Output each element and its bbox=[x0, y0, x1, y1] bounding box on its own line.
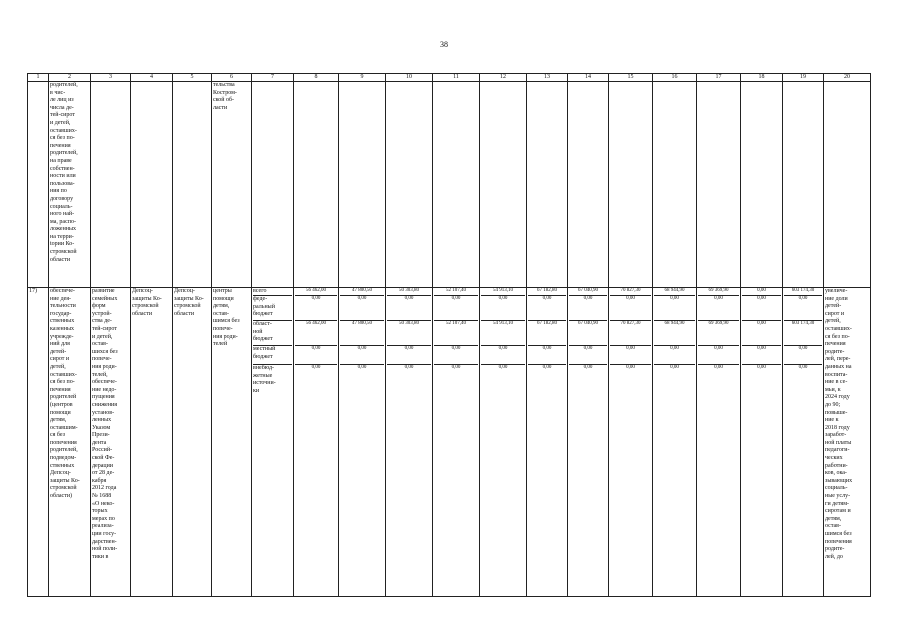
amount-column-cell bbox=[653, 288, 697, 597]
amount-value: 69 369,90 bbox=[698, 321, 739, 346]
amount-column-cell bbox=[433, 288, 480, 597]
amount-value: 0,00 bbox=[784, 296, 822, 321]
amount-value: 0,00 bbox=[295, 346, 337, 365]
amount-value: 603 174,30 bbox=[784, 321, 822, 346]
amount-value: 603 174,30 bbox=[784, 288, 822, 296]
column-number-header: 1 bbox=[28, 74, 49, 82]
amount-value: 0,00 bbox=[404, 365, 414, 370]
amount-value: 0,00 bbox=[434, 346, 478, 365]
amount-value: 54 913,10 bbox=[481, 288, 525, 296]
column-number-header: 4 bbox=[131, 74, 173, 82]
amount-value: 0,00 bbox=[542, 365, 552, 370]
amount-value: 0,00 bbox=[714, 365, 723, 370]
column-number-header: 14 bbox=[568, 74, 609, 82]
amount-value: 0,00 bbox=[528, 346, 566, 365]
cell bbox=[609, 82, 653, 288]
amount-value: 0,00 bbox=[742, 321, 781, 346]
column-number-header: 7 bbox=[252, 74, 294, 82]
column-number-header: 12 bbox=[480, 74, 527, 82]
amount-value: 0,00 bbox=[698, 346, 739, 365]
amount-value: 0,00 bbox=[569, 296, 607, 321]
funding-source-regional: област- ной бюджет bbox=[253, 321, 292, 346]
amount-column-cell bbox=[783, 288, 824, 597]
amount-value: 67 040,90 bbox=[569, 321, 607, 346]
cell bbox=[131, 82, 173, 288]
cell bbox=[339, 82, 386, 288]
amount-value: 0,00 bbox=[528, 296, 566, 321]
amount-value: 56 462,00 bbox=[295, 321, 337, 346]
amount-value: 50 303,80 bbox=[387, 288, 431, 296]
amount-value: 0,00 bbox=[357, 365, 367, 370]
cell bbox=[480, 82, 527, 288]
amount-value: 0,00 bbox=[757, 365, 766, 370]
column-number-header: 20 bbox=[824, 74, 871, 82]
cell bbox=[783, 82, 824, 288]
cell bbox=[91, 82, 131, 288]
amount-value: 0,00 bbox=[387, 346, 431, 365]
amount-value: 0,00 bbox=[610, 346, 651, 365]
amount-value: 70 827,30 bbox=[610, 321, 651, 346]
column-number-header: 13 bbox=[527, 74, 568, 82]
amount-value: 0,00 bbox=[626, 365, 635, 370]
amount-value: 0,00 bbox=[742, 296, 781, 321]
cell bbox=[433, 82, 480, 288]
amount-value: 0,00 bbox=[569, 346, 607, 365]
cell bbox=[697, 82, 741, 288]
funding-source-total: всего bbox=[253, 288, 292, 296]
amount-value: 0,00 bbox=[670, 365, 679, 370]
cell bbox=[294, 82, 339, 288]
column-number-header: 18 bbox=[741, 74, 783, 82]
column-number-header: 9 bbox=[339, 74, 386, 82]
amount-value: 0,00 bbox=[311, 365, 321, 370]
amount-value: 0,00 bbox=[451, 365, 461, 370]
amount-value: 0,00 bbox=[742, 346, 781, 365]
cell bbox=[28, 82, 49, 288]
column-number-header: 5 bbox=[173, 74, 212, 82]
indicator-text-cell: родителей, в чис- ле лиц из числа де- тей-сирот и детей, оставших- ся без по- печения родителей, на праве собствен- ности или пользова- ния по договору социаль- ного най- ма, распо- ложенных на терри- tории Ко- стромской области bbox=[49, 82, 91, 288]
cell bbox=[252, 82, 294, 288]
column-number-header: 11 bbox=[433, 74, 480, 82]
amount-value: 68 944,90 bbox=[654, 288, 695, 296]
amount-column-cell bbox=[339, 288, 386, 597]
amount-column-cell bbox=[568, 288, 609, 597]
amount-column-cell bbox=[386, 288, 433, 597]
program-table bbox=[27, 73, 871, 597]
funding-source-federal: феде- ральный бюджет bbox=[253, 296, 292, 321]
amount-value: 0,00 bbox=[481, 296, 525, 321]
amount-value: 68 944,90 bbox=[654, 321, 695, 346]
amount-column-cell bbox=[741, 288, 783, 597]
amount-value: 70 827,30 bbox=[610, 288, 651, 296]
amount-value: 0,00 bbox=[434, 296, 478, 321]
amount-value: 52 107,40 bbox=[434, 321, 478, 346]
amount-value: 69 369,90 bbox=[698, 288, 739, 296]
amount-value: 0,00 bbox=[798, 365, 808, 370]
amount-value: 54 913,10 bbox=[481, 321, 525, 346]
amount-column-cell bbox=[294, 288, 339, 597]
item-number-cell: 17) bbox=[28, 288, 49, 597]
funding-source-cell bbox=[252, 288, 294, 597]
amount-value: 67 182,80 bbox=[528, 288, 566, 296]
column-number-header: 6 bbox=[212, 74, 252, 82]
amount-column-cell bbox=[480, 288, 527, 597]
column-number-header: 10 bbox=[386, 74, 433, 82]
cell bbox=[173, 82, 212, 288]
amount-column-cell bbox=[697, 288, 741, 597]
amount-value: 47 800,50 bbox=[340, 288, 384, 296]
column-number-header: 15 bbox=[609, 74, 653, 82]
page-number: 38 bbox=[440, 40, 448, 49]
column-number-row bbox=[28, 74, 871, 82]
column-number-header: 19 bbox=[783, 74, 824, 82]
cell bbox=[568, 82, 609, 288]
funding-source-local: местный бюджет bbox=[253, 346, 292, 365]
amount-value: 0,00 bbox=[654, 346, 695, 365]
amount-value: 0,00 bbox=[583, 365, 593, 370]
table-row bbox=[28, 82, 871, 288]
amount-value: 52 107,40 bbox=[434, 288, 478, 296]
amount-value: 0,00 bbox=[742, 288, 781, 296]
amount-value: 0,00 bbox=[698, 296, 739, 321]
cell bbox=[386, 82, 433, 288]
amount-value: 0,00 bbox=[784, 346, 822, 365]
cell bbox=[741, 82, 783, 288]
amount-value: 50 303,80 bbox=[387, 321, 431, 346]
column-number-header: 2 bbox=[49, 74, 91, 82]
amount-value: 0,00 bbox=[340, 346, 384, 365]
amount-value: 0,00 bbox=[481, 346, 525, 365]
amount-value: 0,00 bbox=[610, 296, 651, 321]
participant-cell: центры помощи детям, остав- шимся без попече- ния роди- телей bbox=[212, 288, 252, 597]
expected-result-cell: увеличе- ние доли детей- сирот и детей, оставших- ся без по- печения родите- лей, пере- данных на воспита- ние в се- мьи, к 2024 году до 90; повыше- ние к 2018 году заработ- ной платы педагоги- ческих работни- ков, ока- зывающих социаль- ные услу- ги детям- сиротам и детям, остав- шимся без попечения родите- лей, до bbox=[824, 288, 871, 597]
amount-value: 0,00 bbox=[654, 296, 695, 321]
amount-value: 67 182,80 bbox=[528, 321, 566, 346]
cell bbox=[824, 82, 871, 288]
amount-value: 0,00 bbox=[498, 365, 508, 370]
cell bbox=[527, 82, 568, 288]
column-number-header: 16 bbox=[653, 74, 697, 82]
funding-source-extrabudget: внебюд- жетные источни- ки bbox=[253, 365, 276, 394]
amount-value: 0,00 bbox=[340, 296, 384, 321]
amount-value: 0,00 bbox=[387, 296, 431, 321]
activity-name-cell: обеспече- ние дея- тельности государ- ственных казенных учрежде- ний для детей- сирот и детей, оставших- ся без по- печения родителей (центров помощи детям, оставшим- ся без попечения родителей, подведом- ственных Депсоц- защиты Ко- стромской области) bbox=[49, 288, 91, 597]
amount-value: 0,00 bbox=[295, 296, 337, 321]
amount-value: 67 040,90 bbox=[569, 288, 607, 296]
responsible-cell: Депсоц- защиты Ко- стромской области bbox=[131, 288, 173, 597]
column-number-header: 3 bbox=[91, 74, 131, 82]
executor-text-cell: тельства Костром- ской об- ласти bbox=[212, 82, 252, 288]
cell bbox=[653, 82, 697, 288]
table-row bbox=[28, 288, 871, 597]
amount-value: 56 462,00 bbox=[295, 288, 337, 296]
amount-column-cell bbox=[527, 288, 568, 597]
purpose-cell: развитие семейных форм устрой- ства де- тей-сирот и детей, остав- шихся без попече- ния роди- телей, обеспече- ние недо- пущения снижения установ- ленных Указом Прези- дента Россий- ской Фе- дерации от 28 де- кабря 2012 года № 1688 «О неко- торых мерах по реализа- ции госу- дарствен- ной поли- тики в bbox=[91, 288, 131, 597]
amount-value: 47 800,50 bbox=[340, 321, 384, 346]
amount-column-cell bbox=[609, 288, 653, 597]
column-number-header: 8 bbox=[294, 74, 339, 82]
coexecutor-cell: Депсоц- защиты Ко- стромской области bbox=[173, 288, 212, 597]
column-number-header: 17 bbox=[697, 74, 741, 82]
